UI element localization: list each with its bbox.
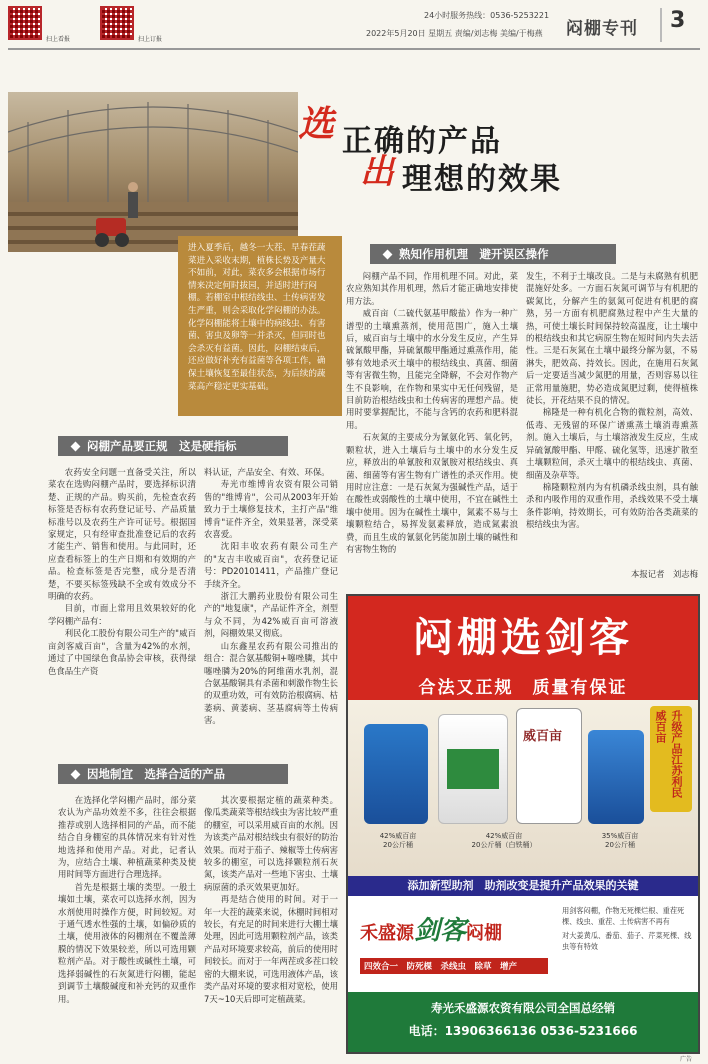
paragraph: 首先是根据土壤的类型。一般土壤如土壤，菜农可以选择水剂，因为水剂使用时操作方便，时间较短。对于通气透水性强的土壤，如偏砂质的土壤，使用液体的闷棚剂在不覆盖薄膜的情况下效果较差，所以可选用颗粒剂产品。对于酸性或碱性土壤，可选择弱碱性的石灰氮进行闷棚，能起到调节土壤酸碱度和补充钙的双重作用。 bbox=[58, 881, 196, 1004]
qr-code-subscribe[interactable] bbox=[100, 6, 134, 40]
section-header-standard bbox=[58, 436, 288, 456]
ad-products bbox=[348, 700, 698, 876]
article-choose-col1 bbox=[58, 794, 196, 1058]
product-box bbox=[516, 708, 582, 824]
section-title-choose: 因地制宜 选择合适的产品 bbox=[87, 767, 225, 781]
ad-brand bbox=[360, 910, 502, 947]
ad-subtitle: 合法又正规 质量有保证 bbox=[418, 678, 628, 698]
product-jug-2 bbox=[438, 714, 508, 824]
paragraph: 棉隆颗粒剂内为有机磷杀线虫剂，具有触杀和内吸作用的双重作用，杀线效果不受土壤条件影响，持效期长，可有效防治各类蔬菜的根结线虫为害。 bbox=[526, 481, 698, 530]
page-number: 3 bbox=[670, 8, 686, 33]
article-standard-col1 bbox=[48, 466, 196, 756]
article-choose-col2 bbox=[204, 794, 338, 1058]
byline: 本报记者 刘志梅 bbox=[631, 569, 698, 579]
paragraph: 棉隆是一种有机化合物的微粒剂，高效、低毒、无残留的环保广谱熏蒸土壤消毒熏蒸剂。施入土壤后，与土壤溶液发生反应，生成异硫氰酸甲酯、甲醛、硫化氢等，迅速扩散至土壤颗粒间，杀灭土壤中的根结线虫、真菌、细菌及杂草等。 bbox=[526, 407, 698, 480]
section-title-standard: 闷棚产品要正规 这是硬指标 bbox=[87, 439, 237, 453]
ad-title: 闷棚选剑客 bbox=[413, 614, 633, 661]
hero-photo bbox=[8, 92, 298, 252]
product-box-brand: 威百亩 bbox=[523, 729, 563, 744]
hero-caption: 进入夏季后，越冬一大茬、早春茬蔬菜进入采收末期，植株长势及产量大不如前，对此，菜农多会根据市场行情来决定何时拔园，并适时进行闷棚。若棚室中根结线虫、土传病害发生严重，则会采取化学闷棚的办法。化学闷棚能将土壤中的病线虫、有害菌、害虫及卵等一并杀灭，但同时也会杀灭有益菌。因此，闷棚结束后，还应做好补充有益菌等各项工作，确保土壤恢复至最佳状态，为后续的蔬菜高产稳定更实基础。 bbox=[178, 236, 342, 416]
paragraph: 沈阳丰收农药有限公司生产的"友吉丰收威百亩"，农药登记证号：PD20101411，产品推广登记手续齐全。 bbox=[204, 541, 338, 589]
ad-band: 添加新型助剂 助剂改变是提升产品效果的关键 bbox=[348, 876, 698, 896]
paragraph: 农药安全问题一直备受关注，所以菜农在选购闷棚产品时，要选择标识清楚、正规的产品。购买前，先检查农药标签是否标有农药登记证号、产品质量标准号以及农药生产许可证号。根据国家规定，只有经审查批准登记后的农药才能生产、销售和使用。与此同时，还应查看标签上的生产日期和有效期的产品。检查标签是否完整，成分是否清楚，不要买标签残缺不全或有效成分不明确的农药。 bbox=[48, 467, 196, 602]
product-2-label: 42%威百亩 20公斤桶（白铁桶） bbox=[471, 832, 537, 849]
section-header-mechanism bbox=[370, 244, 616, 264]
badge-text bbox=[652, 710, 684, 806]
article-standard-col2 bbox=[204, 466, 338, 756]
hotline: 24小时服务热线：0536-5253221 bbox=[424, 11, 550, 20]
paragraph: 寿光市维博肯农资有限公司销售的"维博肯"，公司从2003年开始致力于土壤修复技术，主打产品"维博肯"证件齐全，效果显著，深受菜农喜爱。 bbox=[204, 479, 338, 540]
header-divider bbox=[660, 8, 662, 42]
paragraph: 闷棚产品不同，作用机理不同。对此，菜农应熟知其作用机理，然后才能正确地安排使用方法。 bbox=[346, 271, 518, 306]
brand-part-1: 禾盛源 bbox=[360, 923, 414, 944]
paragraph: 威百亩（二硫代氨基甲酸盐）作为一种广谱型的土壤熏蒸剂，使用范围广，施入土壤后，威百亩与土壤中的水分发生反应，产生异硫氰酸甲酯，异硫氰酸甲酯通过熏蒸作用，能够有效地杀灭土壤中的根结线虫、真菌、细菌等有害微生物，且能完全降解，不会对作物产生不良影响，在作物和果实中无任何残留，是目前防治根结线虫和土传病害的理想产品。使用时要掌握配比，不能与含钙的农药和肥料混用。 bbox=[346, 308, 518, 430]
section-header-choose bbox=[58, 764, 288, 784]
greenhouse-frame-illustration bbox=[8, 92, 298, 252]
date-line: 2022年5月20日 星期五 责编/刘志梅 美编/于梅燕 bbox=[366, 29, 543, 38]
paragraph: 浙江大鹏药业股份有限公司生产的"地复康"，产品证件齐全，剂型与众不同，为42%威百亩可溶液剂，闷棚效果又彻底。 bbox=[204, 591, 338, 639]
upgrade-badge bbox=[650, 706, 692, 812]
product-label bbox=[447, 749, 499, 789]
badge-line-1: 升级产品 bbox=[670, 710, 683, 754]
ad-header bbox=[348, 596, 698, 700]
ad-bullets bbox=[562, 906, 692, 952]
ad-phone[interactable]: 电话：13906366136 0536-5231666 bbox=[408, 1024, 638, 1038]
badge-line-2: 江苏利民威百亩 bbox=[654, 710, 683, 798]
hero-title bbox=[298, 96, 562, 197]
product-1-label: 42%威百亩 20公斤桶 bbox=[379, 832, 417, 849]
ad-features: 四效合一 防死棵 杀线虫 除草 增产 bbox=[360, 958, 548, 974]
qr2-label: 扫上订报 bbox=[138, 36, 163, 43]
ad-bullet: 对大姜黄瓜、番茄、茄子、芹菜死棵、线虫等有特效 bbox=[562, 931, 692, 951]
title-line-2: 理想的效果 bbox=[402, 162, 562, 197]
paragraph: 料认证，产品安全、有效、环保。 bbox=[204, 467, 330, 477]
title-line-1: 正确的产品 bbox=[342, 124, 502, 159]
ad-distributor: 寿光禾盛源农资有限公司全国总经销 bbox=[431, 1001, 615, 1015]
qr-code-read[interactable] bbox=[8, 6, 42, 40]
diamond-icon bbox=[383, 249, 393, 259]
section-title-mechanism: 熟知作用机理 避开误区操作 bbox=[399, 247, 549, 261]
qr1-label: 扫上看报 bbox=[46, 36, 71, 43]
paragraph: 再是结合使用的时间。对于一年一大茬的蔬菜来说，休棚时间相对较长，有充足的时间来进行大棚土壤处理，因此可选用颗粒剂产品，该类产品对环境要求较高，前后的使用时间较长。而对于一年两茬或多茬口较密的大棚来说，可选用液体产品，该类产品对环境的要求相对宽松，使用7天~10天后即可定植蔬菜。 bbox=[204, 894, 338, 1004]
product-jug-3 bbox=[588, 730, 644, 824]
paragraph: 石灰氮的主要成分为氰氨化钙、氧化钙，颗粒状，进入土壤后与土壤中的水分发生反应，释放出的单氰胺和双氰胺对根结线虫、真菌、细菌等有害生物有广谱性的杀灭作用。使用时应注意：一是石灰氮为强碱性产品，适于在酸性或弱酸性的土壤中使用，不宜在碱性土壤中使用。因为在碱性土壤中，氮素不易与土壤颗粒结合，易挥发氨素释放，造成氮素浪费，而且生成的氰氨化钙能加剧土壤的碱性和有害物生物的 bbox=[346, 432, 518, 554]
brand-part-2: 剑客 bbox=[414, 916, 467, 946]
article-mechanism-col1 bbox=[346, 270, 518, 576]
paragraph: 利民化工股份有限公司生产的"威百亩剑客威百亩"，含量为42%的水剂，通过了中国绿色食品协会审核，获得绿色食品生产资 bbox=[48, 628, 196, 676]
advertisement[interactable] bbox=[346, 594, 700, 1054]
section-tag: 闷棚专刊 bbox=[566, 19, 638, 39]
paragraph: 在选择化学闷棚产品时，部分菜农认为产品功效差不多，往往会根据推荐或别人选择相同的产品，而不能结合自身棚室的具体情况来有针对性地选择和使用产品。对此，记者认为，应结合土壤、种植蔬菜种类及使用时间等方面进行合理选择。 bbox=[58, 795, 196, 880]
product-3-label: 35%威百亩 20公斤桶 bbox=[601, 832, 639, 849]
paragraph: 目前，市面上常用且效果较好的化学闷棚产品有： bbox=[48, 603, 196, 626]
title-char-1: 选 bbox=[298, 103, 335, 145]
title-char-2: 出 bbox=[360, 152, 394, 192]
ad-brand-block bbox=[348, 896, 698, 992]
diamond-icon bbox=[71, 769, 81, 779]
diamond-icon bbox=[71, 441, 81, 451]
product-jug-1 bbox=[364, 724, 428, 824]
article-mechanism-col2 bbox=[526, 270, 698, 566]
brand-part-3: 闷棚 bbox=[466, 923, 503, 944]
paragraph: 山东鑫星农药有限公司推出的组合：混合氨基酸铜+噻唑膦，其中噻唑膦为20%的阿维菌水乳剂，混合氨基酸铜具有杀菌和刺激作物生长的双重功效，可有效防治根腐病、枯萎病、黄萎病、茎基腐病等土传病害。 bbox=[204, 640, 338, 726]
ad-bullet: 用剑客闷棚，作物无死棵烂根、重茬死棵、线虫、重茬、土传病害不再有 bbox=[562, 906, 685, 926]
ad-mark: 广告 bbox=[680, 1056, 693, 1063]
ad-contact bbox=[348, 992, 698, 1052]
header-rule bbox=[8, 48, 700, 50]
paragraph: 其次要根据定植的蔬菜种类。像瓜类蔬菜等根结线虫为害比较严重的棚室，可以采用威百亩的水剂。因为该类产品对根结线虫有很好的防治效果。而对于茄子、辣椒等土传病害较多的棚室，可以选择颗粒剂石灰氮，该类产品对一些地下害虫、土壤病原菌的杀灭效果更加好。 bbox=[204, 795, 338, 892]
paragraph: 发生，不利于土壤改良。二是与未腐熟有机肥混施好处多。一方面石灰氮可调节与有机肥的碳氮比，分解产生的氨氮可促进有机肥的腐熟，另一方面有机肥腐熟过程中产生大量的热，可使土壤长时间保持较高温度，让土壤中的根结线虫和其它病原生物在短时间内失去活性。三是石灰氮在土壤中最终分解为氨，不易淋失，肥效高、持效长。因此，在施用石灰氮后一定要适当减少氮肥的用量，否则容易以往正常用量施肥，势必造成氮肥过剩，使得植株徒长，开花结果不良的情况。 bbox=[526, 271, 698, 406]
